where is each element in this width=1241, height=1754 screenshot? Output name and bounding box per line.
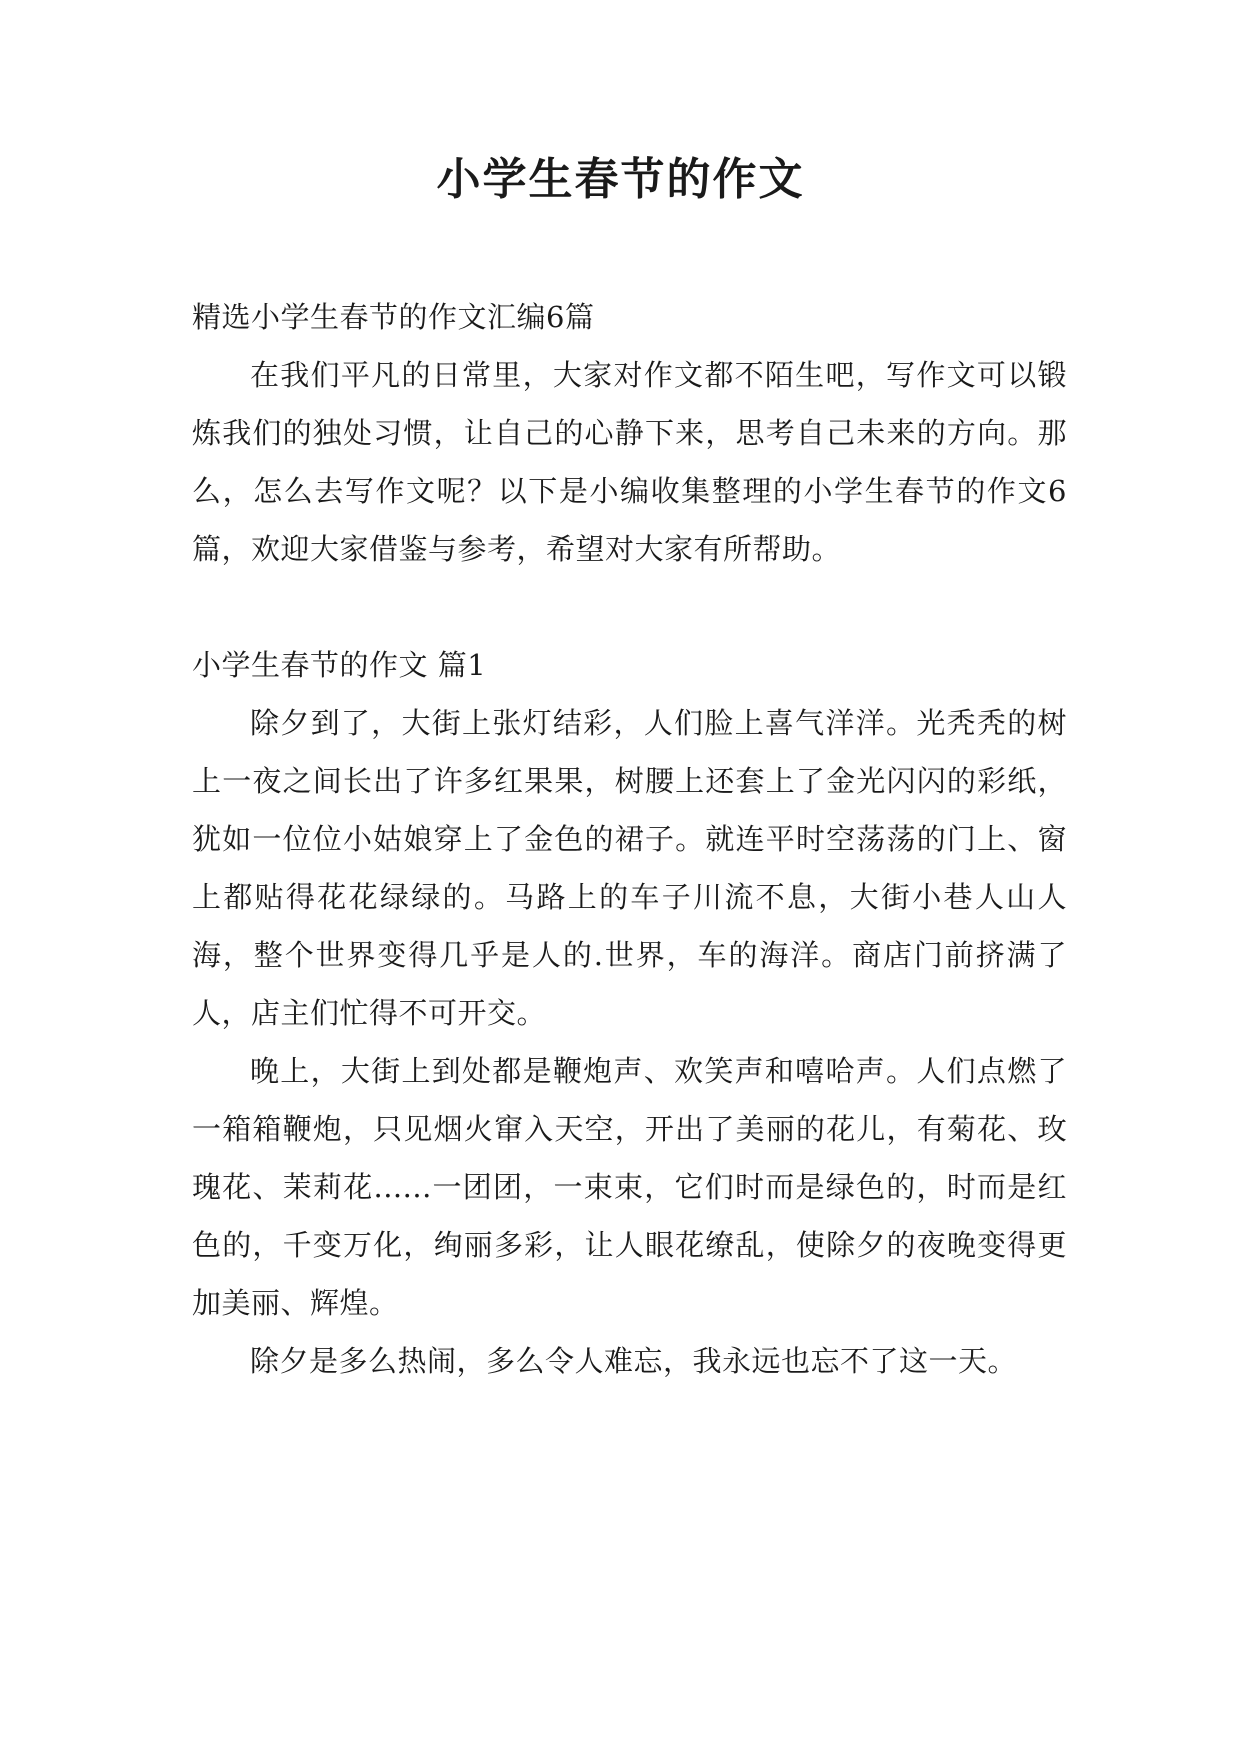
section-spacer (192, 578, 1067, 636)
document-subtitle: 精选小学生春节的作文汇编6篇 (192, 300, 595, 334)
section-paragraph-2: 晚上，大街上到处都是鞭炮声、欢笑声和嘻哈声。人们点燃了一箱箱鞭炮，只见烟火窜入天空，开出了美丽的花儿，有菊花、玫瑰花、茉莉花......一团团，一束束，它们时而是绿色的，时而是红色的，千变万化，绚丽多彩，让人眼花缭乱，使除夕的夜晚变得更加美丽、辉煌。 (192, 1054, 1067, 1320)
intro-paragraph: 在我们平凡的日常里，大家对作文都不陌生吧，写作文可以锻炼我们的独处习惯，让自己的心静下来，思考自己未来的方向。那么，怎么去写作文呢？以下是小编收集整理的小学生春节的作文6篇，欢迎大家借鉴与参考，希望对大家有所帮助。 (192, 358, 1067, 566)
document-body (192, 288, 1067, 1390)
section-heading: 小学生春节的作文 篇1 (192, 648, 487, 682)
page-title: 小学生春节的作文 (436, 154, 805, 205)
section-paragraph-3: 除夕是多么热闹，多么令人难忘，我永远也忘不了这一天。 (250, 1344, 1018, 1378)
section-paragraph-1: 除夕到了，大街上张灯结彩，人们脸上喜气洋洋。光秃秃的树上一夜之间长出了许多红果果，树腰上还套上了金光闪闪的彩纸，犹如一位位小姑娘穿上了金色的裙子。就连平时空荡荡的门上、窗上都贴得花花绿绿的。马路上的车子川流不息，大街小巷人山人海，整个世界变得几乎是人的.世界，车的海洋。商店门前挤满了人，店主们忙得不可开交。 (192, 706, 1067, 1030)
